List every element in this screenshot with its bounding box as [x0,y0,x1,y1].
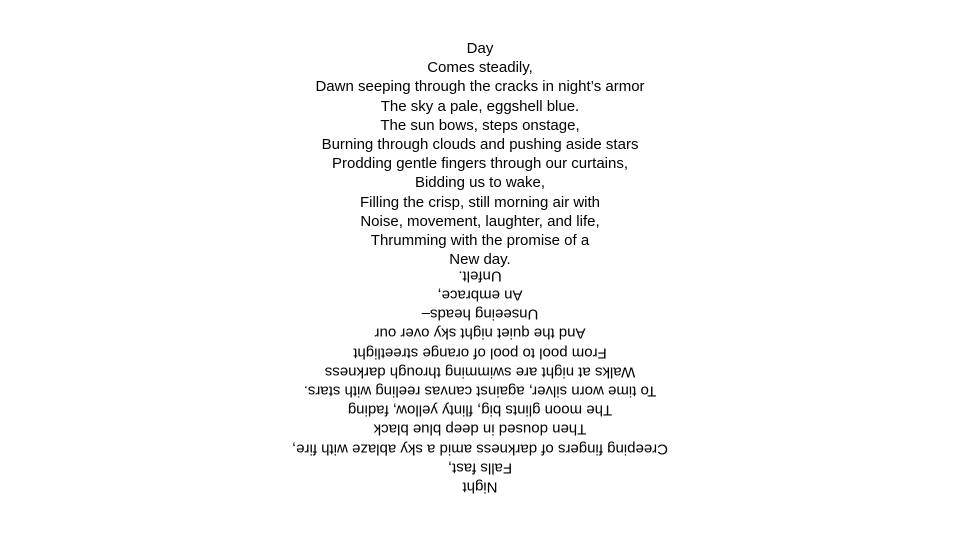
poem-line: Walks at night are swimming through darkness [324,363,636,381]
poem-line: Creeping fingers of darkness amid a sky ablaze with fire, [292,439,669,457]
poem-line: An embrace, [437,286,523,304]
poem-line: And the quiet night sky over our [374,324,586,342]
poem-line: Thrumming with the promise of a [370,231,590,249]
poem-line: From pool to pool of orange streetlight [353,343,607,361]
poem-line: Filling the crisp, still morning air with [359,193,601,211]
day-stanza [0,39,960,269]
poem-line: Then doused in deep blue black [373,420,587,438]
poem-line: Unseeing heads– [421,305,539,323]
poem-line: The sun bows, steps onstage, [380,116,580,134]
poem-line: Night [462,478,498,496]
poem-line: Bidding us to wake, [414,174,546,192]
poem-line: Dawn seeping through the cracks in night’s armor [315,78,645,96]
poem-line: Noise, movement, laughter, and life, [360,212,600,230]
night-stanza-inverted [0,266,960,496]
poem-line: The sky a pale, eggshell blue. [380,97,580,115]
poem-line: Comes steadily, [427,59,533,77]
poem-line: To time worn silver, against canvas reeling with stars. [303,382,657,400]
poem-line: Burning through clouds and pushing aside stars [321,135,639,153]
poem-line: Prodding gentle fingers through our curtains, [331,155,628,173]
poem-line: Falls fast, [447,459,513,477]
poem-line: The moon glints big, flinty yellow, fading [347,401,613,419]
poem-line: Unfelt. [458,267,502,285]
poem-line: Day [466,40,494,57]
poem-line: New day. [449,251,511,269]
